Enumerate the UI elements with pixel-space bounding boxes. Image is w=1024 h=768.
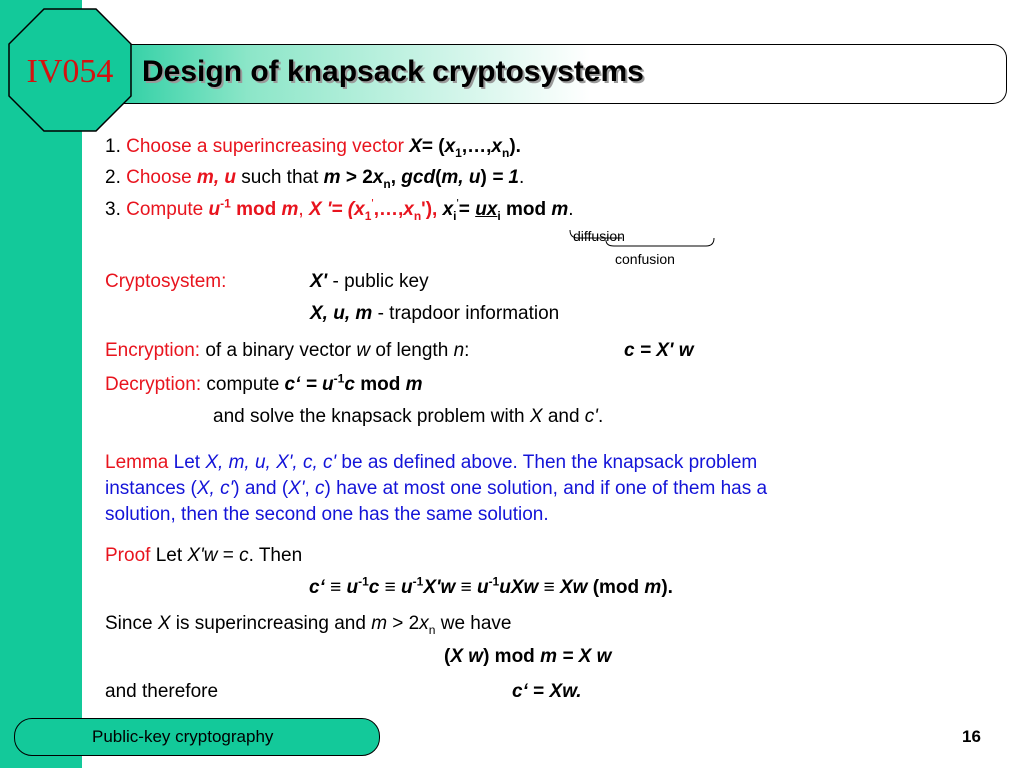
eq: = (222, 545, 234, 566)
mod: (mod (592, 577, 640, 598)
solve-line (213, 405, 603, 429)
var: x (491, 136, 502, 157)
eq: = u (305, 374, 334, 395)
step-3 (105, 198, 574, 222)
var: uXw (499, 577, 539, 598)
text: ) have at most one solution, and if one of them has a (324, 478, 768, 499)
dots: ,…, (461, 136, 492, 157)
vars: m, u (196, 167, 236, 188)
var: X' (310, 271, 328, 292)
period: . (519, 167, 525, 188)
var: c‘ (284, 374, 301, 395)
var: c (344, 374, 355, 395)
lemma-line-2 (105, 477, 767, 501)
var: X w (450, 646, 484, 667)
var: w (356, 340, 371, 361)
text: , (304, 478, 316, 499)
encryption-formula: c = X' w (624, 340, 694, 361)
vars: X, c' (196, 478, 234, 499)
var: u (208, 199, 221, 220)
step-1 (105, 135, 521, 159)
footer-text: Public-key cryptography (92, 727, 274, 746)
decryption-label: Decryption: (105, 374, 202, 395)
var: X'w (187, 545, 218, 566)
var: x (442, 199, 454, 220)
subscript: 1 (364, 208, 372, 223)
xw-mod-line (444, 645, 611, 669)
period: . (568, 199, 574, 220)
step-number: 3. (105, 199, 121, 220)
subscript: i (497, 208, 501, 223)
var: x (419, 613, 429, 634)
superscript: -1 (358, 574, 369, 589)
var: m (371, 613, 388, 634)
mod: mod (360, 374, 401, 395)
trapdoor-line (310, 302, 559, 326)
var: X '= ( (308, 199, 355, 220)
subscript: n (501, 145, 510, 160)
logo-text: IV054 (26, 53, 114, 90)
var: m (644, 577, 662, 598)
lemma-line-1 (105, 451, 757, 475)
var: c‘ (309, 577, 325, 598)
therefore-text: and therefore (105, 681, 219, 702)
args: m, u (441, 167, 481, 188)
public-key-line (310, 270, 429, 294)
mod: mod (506, 199, 547, 220)
confusion-label: confusion (615, 251, 675, 267)
var: m (323, 167, 341, 188)
text: such that (241, 167, 319, 188)
mod: mod (236, 199, 277, 220)
var: x (372, 167, 384, 188)
eq: = ( (421, 136, 445, 157)
text: compute (206, 374, 280, 395)
cryptosystem-label: Cryptosystem: (105, 271, 227, 292)
var: m (540, 646, 557, 667)
var: c (239, 545, 249, 566)
text: of a binary vector (205, 340, 352, 361)
paren: ( (444, 646, 451, 667)
superscript: -1 (488, 574, 500, 589)
prime: ' (456, 196, 459, 211)
subscript: n (383, 176, 391, 191)
close: '), (421, 199, 438, 220)
close: ). (509, 136, 521, 157)
superscript: -1 (412, 574, 424, 589)
eq: = 1 (492, 167, 520, 188)
prime: ' (371, 196, 374, 211)
superscript: -1 (220, 196, 231, 211)
congruent: ≡ (543, 577, 555, 598)
text: and (547, 406, 580, 427)
text: of length (375, 340, 449, 361)
text: and solve the knapsack problem with (213, 406, 525, 427)
subscript: n (413, 208, 422, 223)
var: c‘ (512, 681, 528, 702)
final-equation (512, 680, 582, 704)
var: m (281, 199, 299, 220)
text: Let (155, 545, 183, 566)
step-text: Choose a superincreasing vector (126, 136, 404, 157)
func: gcd (401, 167, 436, 188)
encryption-line (105, 339, 469, 363)
diffusion-label: diffusion (573, 228, 625, 244)
var: X (529, 406, 543, 427)
proof-label: Proof (105, 545, 151, 566)
var: X, u, m (310, 303, 373, 324)
close: ). (661, 577, 673, 598)
var: n (453, 340, 465, 361)
congruent: ≡ (460, 577, 472, 598)
op: > 2 (345, 167, 373, 188)
page-title: Design of knapsack cryptosystems (142, 55, 644, 88)
text: . Then (248, 545, 303, 566)
proof-line-1 (105, 544, 302, 568)
vars: X, m, u, X', c, c' (205, 452, 337, 473)
decryption-line (105, 373, 423, 397)
mod: ) mod (483, 646, 535, 667)
congruence-chain (309, 576, 673, 600)
var: Xw. (549, 681, 582, 702)
congruent: ≡ (384, 577, 396, 598)
step-text: Choose (126, 167, 192, 188)
var: c (368, 577, 380, 598)
subscript: i (453, 208, 457, 223)
colon: : (464, 340, 470, 361)
step-2: 2. Choose m, u such that $m > 2x_n$, gcd(m, u) = 1. (105, 167, 525, 191)
var: m (551, 199, 569, 220)
lemma-label: Lemma (105, 452, 169, 473)
var: c' (584, 406, 598, 427)
var: ux (475, 199, 498, 220)
text: instances ( (105, 478, 197, 499)
comma: , (298, 199, 304, 220)
var: u (401, 577, 413, 598)
var: x (403, 199, 414, 220)
op: > 2 (392, 613, 420, 634)
subscript: 1 (455, 145, 462, 160)
superscript: -1 (333, 371, 345, 386)
eq: = (533, 681, 545, 702)
var: x (444, 136, 456, 157)
text: we have (440, 613, 512, 634)
text: is superincreasing and (175, 613, 366, 634)
var: u (346, 577, 359, 598)
eq: = X w (562, 646, 612, 667)
var: Xw (559, 577, 588, 598)
encryption-label: Encryption: (105, 340, 201, 361)
page-number: 16 (962, 727, 981, 746)
lemma-line-3: solution, then the second one has the same solution. (105, 504, 549, 525)
text: Since (105, 613, 153, 634)
since-line (105, 612, 512, 636)
var: m (405, 374, 423, 395)
text: - public key (332, 271, 429, 292)
var: X (409, 136, 422, 157)
congruent: ≡ (330, 577, 342, 598)
text: be as defined above. Then the knapsack problem (341, 452, 758, 473)
var: u (476, 577, 489, 598)
step-number: 1. (105, 136, 121, 157)
eq: = (458, 199, 470, 220)
var: X'w (423, 577, 456, 598)
text: ) and ( (233, 478, 289, 499)
var: c (315, 478, 325, 499)
step-text: Compute (126, 199, 204, 220)
step-number: 2. (105, 167, 121, 188)
var: x (354, 199, 365, 220)
var: X' (288, 478, 305, 499)
dots: ,…, (373, 199, 404, 220)
text: Let (173, 452, 201, 473)
subscript: n (428, 622, 436, 637)
period: . (597, 406, 604, 427)
text: - trapdoor information (377, 303, 560, 324)
var: X (157, 613, 171, 634)
